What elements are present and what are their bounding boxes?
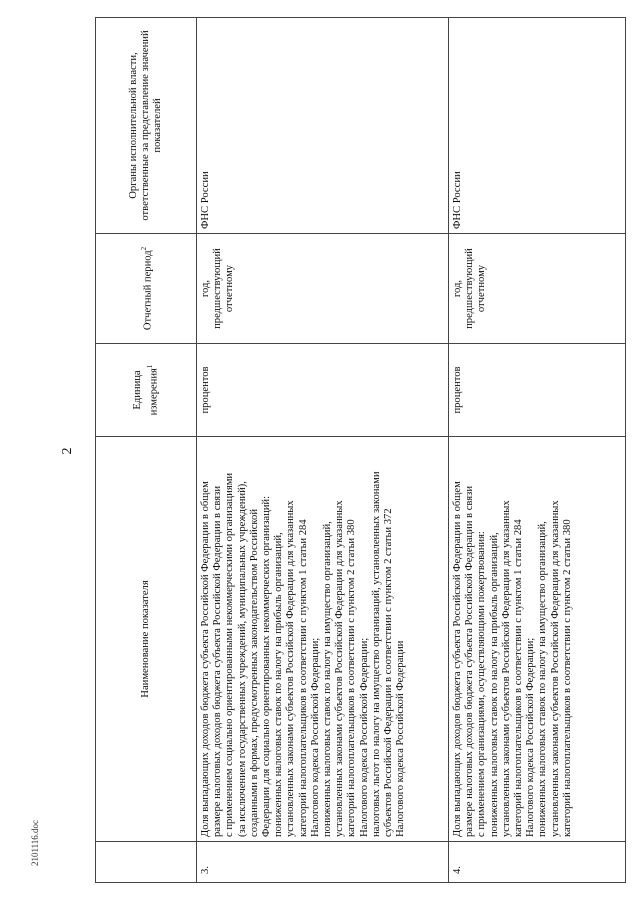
name-line: пониженных налоговых ставок по налогу на имущество организаций, [322,521,334,837]
name-line: категорий налогоплательщиков в соответствии с пунктом 2 статьи 380 [346,519,358,837]
row-authority: ФНС России [197,18,449,234]
header-number [96,842,197,883]
name-line: пониженных налоговых ставок по налогу на прибыль организаций, [273,532,285,837]
name-line: созданными в формах, предусмотренных законодательством Российской [248,508,260,837]
name-line: категорий налогоплательщиков в соответствии с пунктом 1 статьи 284 [297,519,309,837]
row-unit: процентов [449,344,626,437]
name-line: установленных законами субъектов Российской Федерации для указанных [549,500,561,837]
name-line: пониженных налоговых ставок по налогу на прибыль организаций, [488,532,500,837]
indicators-table [95,17,626,883]
row-indicator-name [197,437,449,842]
table-row [449,18,626,883]
name-line: Налогового кодекса Российской Федерации; [309,637,321,837]
name-line: Налогового кодекса Российской Федерации; [525,637,537,837]
row-authority: ФНС России [449,18,626,234]
row-number: 4. [449,842,626,883]
name-line: Федерации для социально ориентированных некоммерческих организаций: [261,495,273,837]
name-line: субъектов Российской Федерации в соответствии с пунктом 2 статьи 372 [383,508,395,837]
name-line: размере налоговых доходов бюджета субъекта Российской Федерации в связи [212,486,224,837]
name-line: с применением организациями, осуществляющими пожертвования: [476,531,488,837]
rotated-sheet [95,18,615,883]
header-unit-line1: Единица [131,370,143,410]
name-line: установленных законами субъектов Российской Федерации для указанных [334,500,346,837]
period-line: отчетному [224,264,236,313]
header-unit [96,344,197,437]
name-line: Налогового кодекса Российской Федерации; [358,637,370,837]
row-period [449,234,626,344]
name-line: пониженных налоговых ставок по налогу на имущество организаций, [537,521,549,837]
footer-document-code: 2101116.doc [30,819,40,867]
header-authority: Органы исполнительной власти, ответственные за представление значений показателей [96,18,197,234]
header-period-footnote: 2 [139,246,148,251]
header-unit-footnote: 1 [145,364,154,369]
table-row [197,18,449,883]
name-line: Доля выпадающих доходов бюджета субъекта Российской Федерации в общем [452,481,463,837]
row-period [197,234,449,344]
name-line: (за исключением государственных учреждений, муниципальных учреждений), [236,481,248,837]
name-line: с применением социально ориентированными некоммерческими организациями [224,472,236,837]
header-period-text: Отчетный период [142,250,154,331]
row-unit: процентов [197,344,449,437]
header-indicator-name: Наименование показателя [96,437,197,842]
name-line: категорий налогоплательщиков в соответствии с пунктом 1 статьи 284 [513,519,525,837]
name-line: налоговых льгот по налогу на имущество организаций, установленных законами [370,471,382,837]
header-unit-line2: измерения [148,368,160,416]
period-line: год, [200,279,211,298]
period-line: отчетному [476,264,488,313]
period-line: предшествующий [464,248,476,329]
row-number: 3. [197,842,449,883]
row-indicator-name [449,437,626,842]
header-period [96,234,197,344]
name-line: категорий налогоплательщиков в соответствии с пунктом 2 статьи 380 [561,519,573,837]
name-line: размере налоговых доходов бюджета субъекта Российской Федерации в связи [464,486,476,837]
name-line: Налогового кодекса Российской Федерации [395,640,407,837]
table-header-row [96,18,197,883]
name-line: установленных законами субъектов Российской Федерации для указанных [285,500,297,837]
period-line: год, [452,279,463,298]
name-line: Доля выпадающих доходов бюджета субъекта Российской Федерации в общем [200,481,211,837]
name-line: установленных законами субъектов Российской Федерации для указанных [500,500,512,837]
period-line: предшествующий [212,248,224,329]
page-number: 2 [60,447,75,455]
